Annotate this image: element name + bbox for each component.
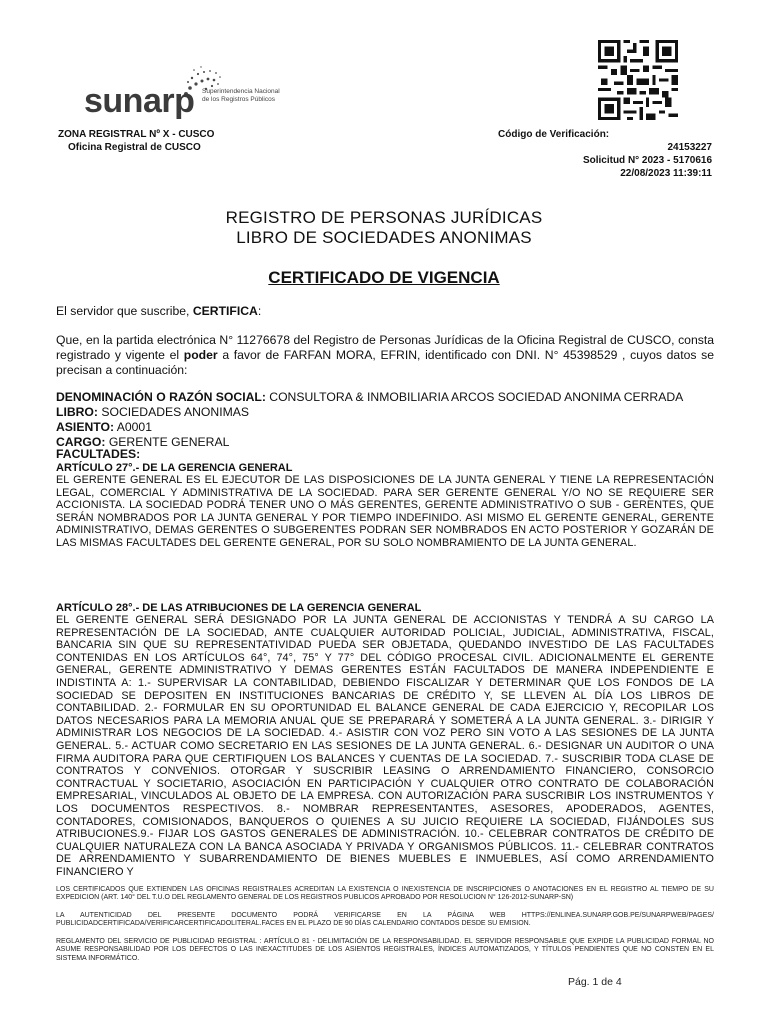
registry-title-line1: REGISTRO DE PERSONAS JURÍDICAS: [225, 208, 543, 227]
article-27-title: ARTÍCULO 27°.- DE LA GERENCIA GENERAL: [56, 462, 293, 474]
codigo-label: Código de Verificación:: [498, 129, 610, 140]
denominacion-value: CONSULTORA & INMOBILIARIA ARCOS SOCIEDAD ANONIMA CERRADA: [265, 390, 684, 404]
footer-note-2: LA AUTENTICIDAD DEL PRESENTE DOCUMENTO PODRÁ VERIFICARSE EN LA PÁGINA WEB HTTPS://ENLINEA.SUNARP.GOB.PE/SUNARPWEB/PAGES/ PUBLICIDADCERTIFICADA/VERIFICARCERTIFICADOLITERAL.FACES EN EL PLAZO DE 90 DÍAS CALENDARIO CONTADOS DESDE SU EMISION.: [56, 912, 714, 928]
facultades-heading: FACULTADES:: [56, 447, 141, 461]
cargo-value: GERENTE GENERAL: [105, 435, 230, 449]
page-number: Pág. 1 de 4: [568, 976, 622, 988]
libro-row: [56, 405, 714, 420]
zona-registral: ZONA REGISTRAL Nº X - CUSCO: [58, 129, 215, 140]
registry-title: [0, 208, 768, 248]
issue-datetime: 22/08/2023 11:39:11: [620, 168, 712, 179]
oficina-registral: Oficina Registral de CUSCO: [68, 142, 201, 153]
servidor-colon: :: [257, 304, 262, 318]
libro-value: SOCIEDADES ANONIMAS: [97, 405, 250, 419]
certificate-title-text: CERTIFICADO DE VIGENCIA: [268, 268, 500, 287]
logo-subtitle: Superintendencia Nacional de los Registros Públicos: [202, 88, 280, 103]
solicitud-number: Solicitud N° 2023 - 5170616: [582, 155, 712, 166]
que-paragraph: [56, 333, 714, 378]
sunarp-logo: [84, 64, 280, 124]
cargo-label: CARGO:: [56, 435, 106, 449]
zona-registral-block: [58, 128, 214, 154]
article-28-title: ARTÍCULO 28°.- DE LAS ATRIBUCIONES DE LA GERENCIA GENERAL: [56, 602, 422, 614]
footer-note-3: REGLAMENTO DEL SERVICIO DE PUBLICIDAD REGISTRAL : ARTÍCULO 81 - DELIMITACIÓN DE LA RESPONSABILIDAD. EL SERVIDOR RESPONSABLE QUE EXPIDE LA PUBLICIDAD FORMAL NO ASUME RESPONSABILIDAD POR LOS DEFECTOS O LAS INEXACTITUDES DE LOS ASIENTOS REGISTRALES, ÍNDICES AUTOMATIZADOS, Y TÍTULOS PENDIENTES QUE NO CONSTEN EN EL SISTEMA INFORMÁTICO.: [56, 938, 714, 962]
asiento-label: ASIENTO:: [56, 420, 115, 434]
verification-block: [488, 128, 712, 180]
servidor-paragraph: [56, 304, 714, 319]
poder-text: poder: [183, 348, 218, 362]
asiento-row: [56, 420, 714, 435]
certificate-title: [0, 268, 768, 288]
que-text-pre: Que, en la partida electrónica N° 11276678 del Registro de Personas Jurídicas de la Oficina Registral de CUSCO, consta registrado y vigente el: [56, 333, 714, 362]
registry-title-line2: LIBRO DE SOCIEDADES ANONIMAS: [236, 228, 532, 247]
certifica-text: CERTIFICA: [192, 304, 258, 318]
article-27-text: EL GERENTE GENERAL ES EL EJECUTOR DE LAS DISPOSICIONES DE LA JUNTA GENERAL Y TIENE LA REPRESENTACIÓN LEGAL, COMERCIAL Y ADMINISTRATIVA DE LA SOCIEDAD. PARA SER GERENTE GENERAL Y/O NO SE REQUIERE SER ACCIONISTA. LA SOCIEDAD PODRÁ TENER UNO O MÁS GERENTES, GERENTE ADMINISTRATIVO O SUB - GERENTES, QUE SERÁN NOMBRADOS POR LA JUNTA GENERAL Y POR TIEMPO INDEFINIDO. ASI MISMO EL GERENTE GENERAL, GERENTE ADMINISTRATIVO, DEMAS GERENTES O SUBGERENTES PODRAN SER NOMBRADOS EN ACTO POSTERIOR Y GOZARÁN DE LAS MISMAS FACULTADES DEL GERENTE GENERAL, POR SU SOLO NOMBRAMIENTO DE LA JUNTA GENERAL.: [56, 474, 714, 549]
codigo-value: 24153227: [667, 142, 712, 153]
libro-label: LIBRO:: [56, 405, 98, 419]
qr-code-icon: [598, 40, 678, 120]
asiento-value: A0001: [114, 420, 152, 434]
denominacion-label: DENOMINACIÓN O RAZÓN SOCIAL:: [56, 390, 266, 404]
fields-block: [56, 390, 714, 450]
servidor-text: El servidor que suscribe,: [56, 304, 193, 318]
footer-note-1: LOS CERTIFICADOS QUE EXTIENDEN LAS OFICINAS REGISTRALES ACREDITAN LA EXISTENCIA O INEXISTENCIA DE INSCRIPCIONES O ANOTACIONES EN EL REGISTRO AL TIEMPO DE SU EXPEDICION (ART. 140° DEL T.U.O DEL REGLAMENTO GENERAL DE LOS REGISTROS PUBLICOS APROBADO POR RESOLUCION N° 126-2012-SUNARP-SN): [56, 886, 714, 902]
que-text-post: a favor de FARFAN MORA, EFRIN, identificado con DNI. N° 45398529 , cuyos datos se precisan a continuación:: [56, 348, 714, 377]
denominacion-row: [56, 390, 714, 405]
logo-wordmark: sunarp: [84, 82, 195, 120]
article-28-text: EL GERENTE GENERAL SERÁ DESIGNADO POR LA JUNTA GENERAL DE ACCIONISTAS Y TENDRÁ A SU CARGO LA REPRESENTACIÓN DE LA SOCIEDAD, ANTE CUALQUIER AUTORIDAD POLICIAL, JUDICIAL, ADMINISTRATIVA, FISCAL, BANCARIA SIN QUE SU REPRESENTATIVIDAD PUEDA SER OBJETADA, QUEDANDO INVESTIDO DE LAS FACULTADES CONTENIDAS EN LOS ARTÍCULOS 64°, 74°, 75° Y 77° DEL CÓDIGO PROCESAL CIVIL. ADICIONALMENTE EL GERENTE GENERAL, GERENTE ADMINISTRATIVO Y DEMAS GERENTES ESTÁN FACULTADOS DE MANERA INDEPENDIENTE E INDISTINTA A: 1.- SUPERVISAR LA CONTABILIDAD, DEBIENDO FISCALIZAR Y DETERMINAR QUE LOS FONDOS DE LA SOCIEDAD SE DEPOSITEN EN INSTITUCIONES BANCARIAS DE CRÉDITO Y, SE LLEVEN AL DÍA LOS LIBROS DE CONTABILIDAD. 2.- FORMULAR EN SU OPORTUNIDAD EL BALANCE GENERAL DE CADA EJERCICIO Y, RECOPILAR LOS DATOS NECESARIOS PARA LA MEMORIA ANUAL QUE SE PREPARARÁ Y SOMETERÁ A LA JUNTA GENERAL. 3.- DIRIGIR Y ADMINISTRAR LOS NEGOCIOS DE LA SOCIEDAD. 4.- ASISTIR CON VOZ PERO SIN VOTO A LAS SESIONES DE LA JUNTA GENERAL. 5.- ACTUAR COMO SECRETARIO EN LAS SESIONES DE LA JUNTA GENERAL. 6.- DESIGNAR UN AUDITOR O UNA FIRMA AUDITORA PARA QUE CERTIFIQUEN LOS BALANCES Y CUENTAS DE LA SOCIEDAD. 7.- SUSCRIBIR TODA CLASE DE CONTRATOS Y CONVENIOS. OTORGAR Y SUSCRIBIR LEASING O ARRENDAMIENTO FINANCIERO, CONSORCIO CONTRACTUAL Y SOCIETARIO, ASOCIACIÓN EN PARTICIPACIÓN Y CUALQUIER OTRO CONTRATO DE COLABORACIÓN EMPRESARIAL, VINCULADOS AL OBJETO DE LA EMPRESA. CON AUTORIZACIÓN PARA SUSCRIBIR LOS INSTRUMENTOS Y LOS DOCUMENTOS RESPECTIVOS. 8.- NOMBRAR REPRESENTANTES, ASESORES, APODERADOS, AGENTES, CONTADORES, COMISIONADOS, BANQUEROS O QUIENES A SU JUICIO REQUIERE LA SOCIEDAD, FIJÁNDOLES SUS ATRIBUCIONES.9.- FIJAR LOS GASTOS GENERALES DE ADMINISTRACIÓN. 10.- CELEBRAR CONTRATOS DE CRÉDITO DE CUALQUIER NATURALEZA CON LA BANCA ASOCIADA Y PRIVADA Y ORGANISMOS PÚBLICOS. 11.- CELEBRAR CONTRATOS DE ARRENDAMIENTO Y SUBARRENDAMIENTO DE BIENES MUEBLES E INMUEBLES, ASÍ COMO ARRENDAMIENTO FINANCIERO Y: [56, 614, 714, 878]
